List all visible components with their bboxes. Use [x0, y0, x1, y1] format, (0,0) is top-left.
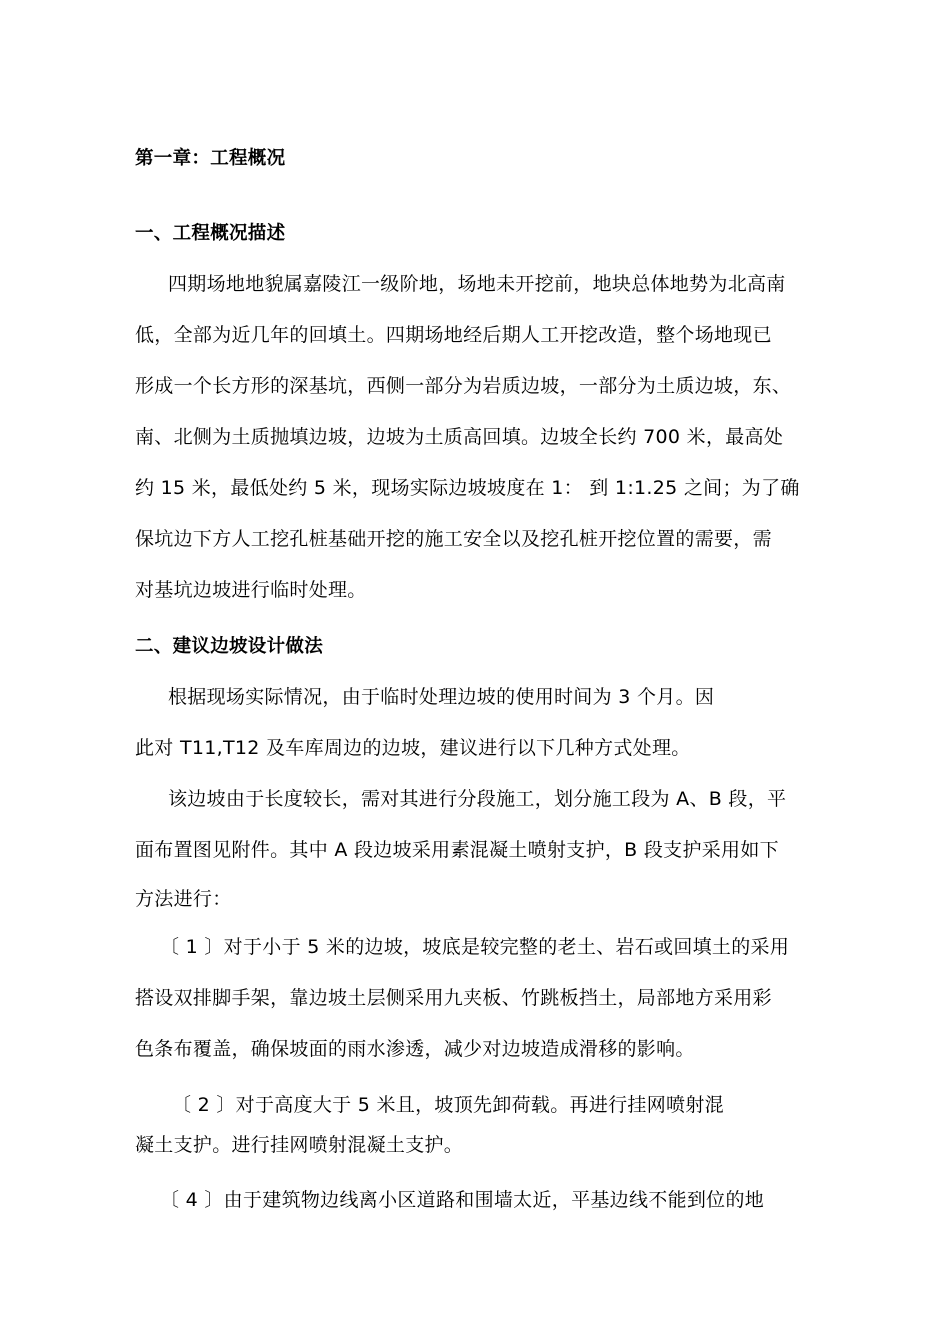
paragraph-line: 凝土支护。进行挂网喷射混凝土支护。: [135, 1134, 464, 1156]
paragraph-line: 对基坑边坡进行临时处理。: [135, 579, 367, 601]
section-heading-overview: 一、工程概况描述: [135, 223, 286, 244]
paragraph-line: 该边坡由于长度较长，需对其进行分段施工，划分施工段为 A、B 段，平: [168, 788, 787, 810]
paragraph-line: 低，全部为近几年的回填土。四期场地经后期人工开挖改造，整个场地现已: [135, 324, 772, 346]
paragraph-line: 南、北侧为土质抛填边坡，边坡为土质高回填。边坡全长约 700 米，最高处: [135, 426, 784, 448]
paragraph-line: 面布置图见附件。其中 A 段边坡采用素混凝土喷射支护，B 段支护采用如下: [135, 839, 779, 861]
paragraph-line: 〔 1 〕对于小于 5 米的边坡，坡底是较完整的老土、岩石或回填土的采用: [160, 936, 790, 958]
paragraph-line: 〔 4 〕由于建筑物边线离小区道路和围墙太近，平基边线不能到位的地: [160, 1189, 765, 1211]
paragraph-line: 搭设双排脚手架，靠边坡土层侧采用九夹板、竹跳板挡土，局部地方采用彩: [135, 987, 772, 1009]
paragraph-line: 约 15 米，最低处约 5 米，现场实际边坡坡度在 1： 到 1:1.25 之间；为了确: [135, 477, 800, 499]
paragraph-line: 形成一个长方形的深基坑，西侧一部分为岩质边坡，一部分为土质边坡，东、: [135, 375, 792, 397]
paragraph-line: 根据现场实际情况，由于临时处理边坡的使用时间为 3 个月。因: [168, 686, 715, 708]
paragraph-line: 〔 2 〕对于高度大于 5 米且，坡顶先卸荷载。再进行挂网喷射混: [172, 1094, 724, 1116]
paragraph-line: 方法进行：: [135, 888, 232, 910]
paragraph-line: 色条布覆盖，确保坡面的雨水渗透，减少对边坡造成滑移的影响。: [135, 1038, 695, 1060]
paragraph-line: 保坑边下方人工挖孔桩基础开挖的施工安全以及挖孔桩开挖位置的需要，需: [135, 528, 772, 550]
paragraph-line: 四期场地地貌属嘉陵江一级阶地，场地未开挖前，地块总体地势为北高南: [168, 273, 786, 295]
chapter-title: 第一章：工程概况: [135, 148, 286, 169]
section-heading-design: 二、建议边坡设计做法: [135, 636, 324, 657]
paragraph-line: 此对 T11,T12 及车库周边的边坡，建议进行以下几种方式处理。: [135, 737, 691, 759]
